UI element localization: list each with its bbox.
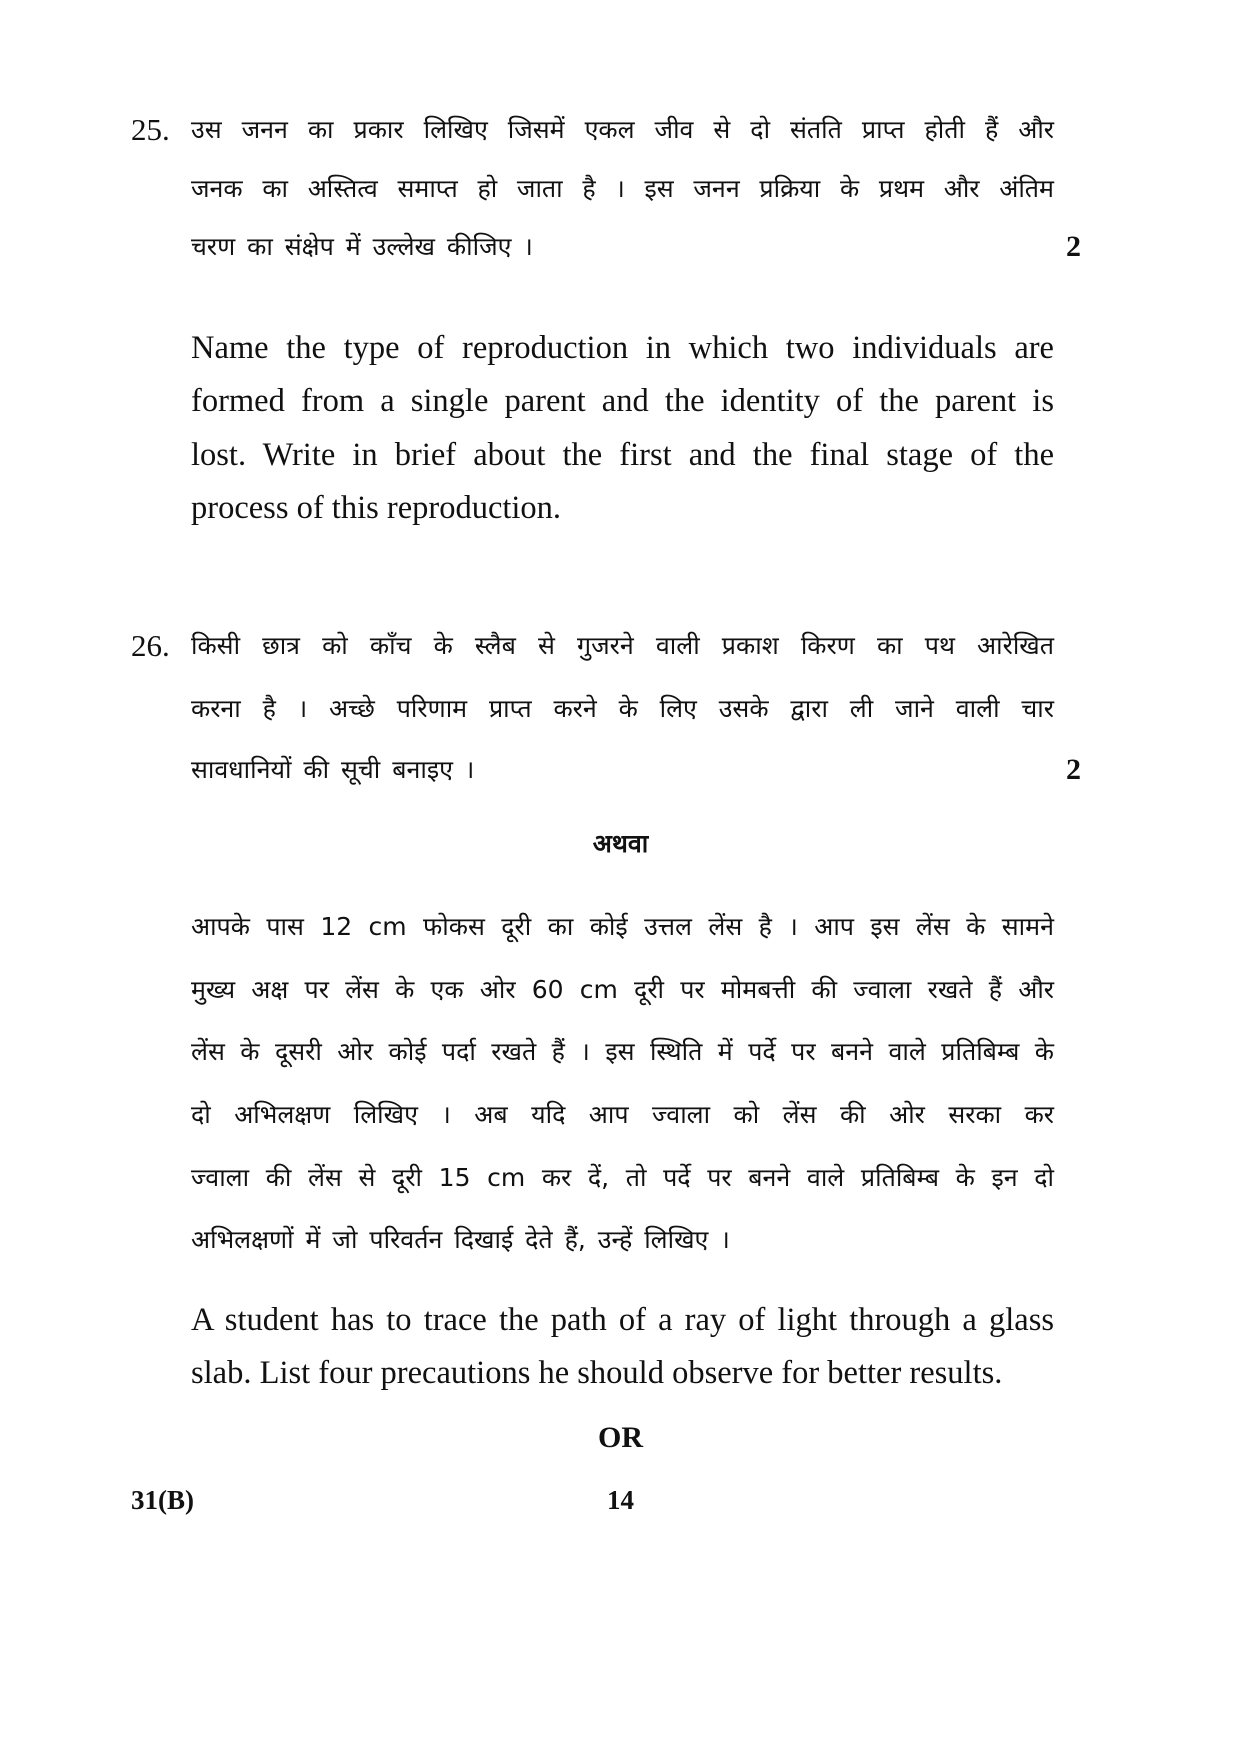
or-separator-hindi: अथवा	[592, 829, 649, 858]
marks-label: 2	[1066, 753, 1081, 786]
paper-code: 31(B)	[131, 1485, 194, 1515]
question-text-hindi: करना है । अच्छे परिणाम प्राप्त करने के लिए उसके द्वारा ली जाने वाली चार	[191, 694, 1054, 723]
alternative-question-hindi: दो अभिलक्षण लिखिए । अब यदि आप ज्वाला को लेंस की ओर सरका कर	[191, 1100, 1054, 1129]
alternative-question-hindi: ज्वाला की लेंस से दूरी 15 cm कर दें, तो पर्दे पर बनने वाले प्रतिबिम्ब के इन दो	[191, 1163, 1054, 1192]
question-text-hindi: किसी छात्र को काँच के स्लैब से गुजरने वाली प्रकाश किरण का पथ आरेखित	[191, 631, 1054, 660]
question-text-hindi: उस जनन का प्रकार लिखिए जिसमें एकल जीव से दो संतति प्राप्त होती हैं और	[191, 115, 1054, 144]
question-text-english: formed from a single parent and the identity of the parent is	[191, 383, 1054, 419]
page-number: 14	[607, 1485, 634, 1515]
alternative-question-hindi: आपके पास 12 cm फोकस दूरी का कोई उत्तल लेंस है । आप इस लेंस के सामने	[191, 912, 1054, 941]
question-text-english: Name the type of reproduction in which two individuals are	[191, 330, 1054, 366]
question-text-hindi: जनक का अस्तित्व समाप्त हो जाता है । इस जनन प्रक्रिया के प्रथम और अंतिम	[191, 174, 1054, 203]
question-text-english: slab. List four precautions he should observe for better results.	[191, 1355, 1003, 1391]
alternative-question-hindi: मुख्य अक्ष पर लेंस के एक ओर 60 cm दूरी पर मोमबत्ती की ज्वाला रखते हैं और	[191, 975, 1054, 1004]
question-text-english: lost. Write in brief about the first and the final stage of the	[191, 437, 1054, 473]
question-number: 26.	[131, 628, 170, 663]
question-text-english: A student has to trace the path of a ray of light through a glass	[191, 1302, 1054, 1338]
question-text-hindi: चरण का संक्षेप में उल्लेख कीजिए ।	[191, 232, 533, 261]
question-number: 25.	[131, 112, 170, 147]
alternative-question-hindi: लेंस के दूसरी ओर कोई पर्दा रखते हैं । इस स्थिति में पर्दे पर बनने वाले प्रतिबिम्ब के	[191, 1037, 1054, 1066]
marks-label: 2	[1066, 230, 1081, 263]
alternative-question-hindi: अभिलक्षणों में जो परिवर्तन दिखाई देते हैं, उन्हें लिखिए ।	[191, 1225, 730, 1254]
question-text-english: process of this reproduction.	[191, 490, 562, 526]
or-separator-english: OR	[598, 1421, 643, 1454]
question-text-hindi: सावधानियों की सूची बनाइए ।	[191, 755, 475, 784]
